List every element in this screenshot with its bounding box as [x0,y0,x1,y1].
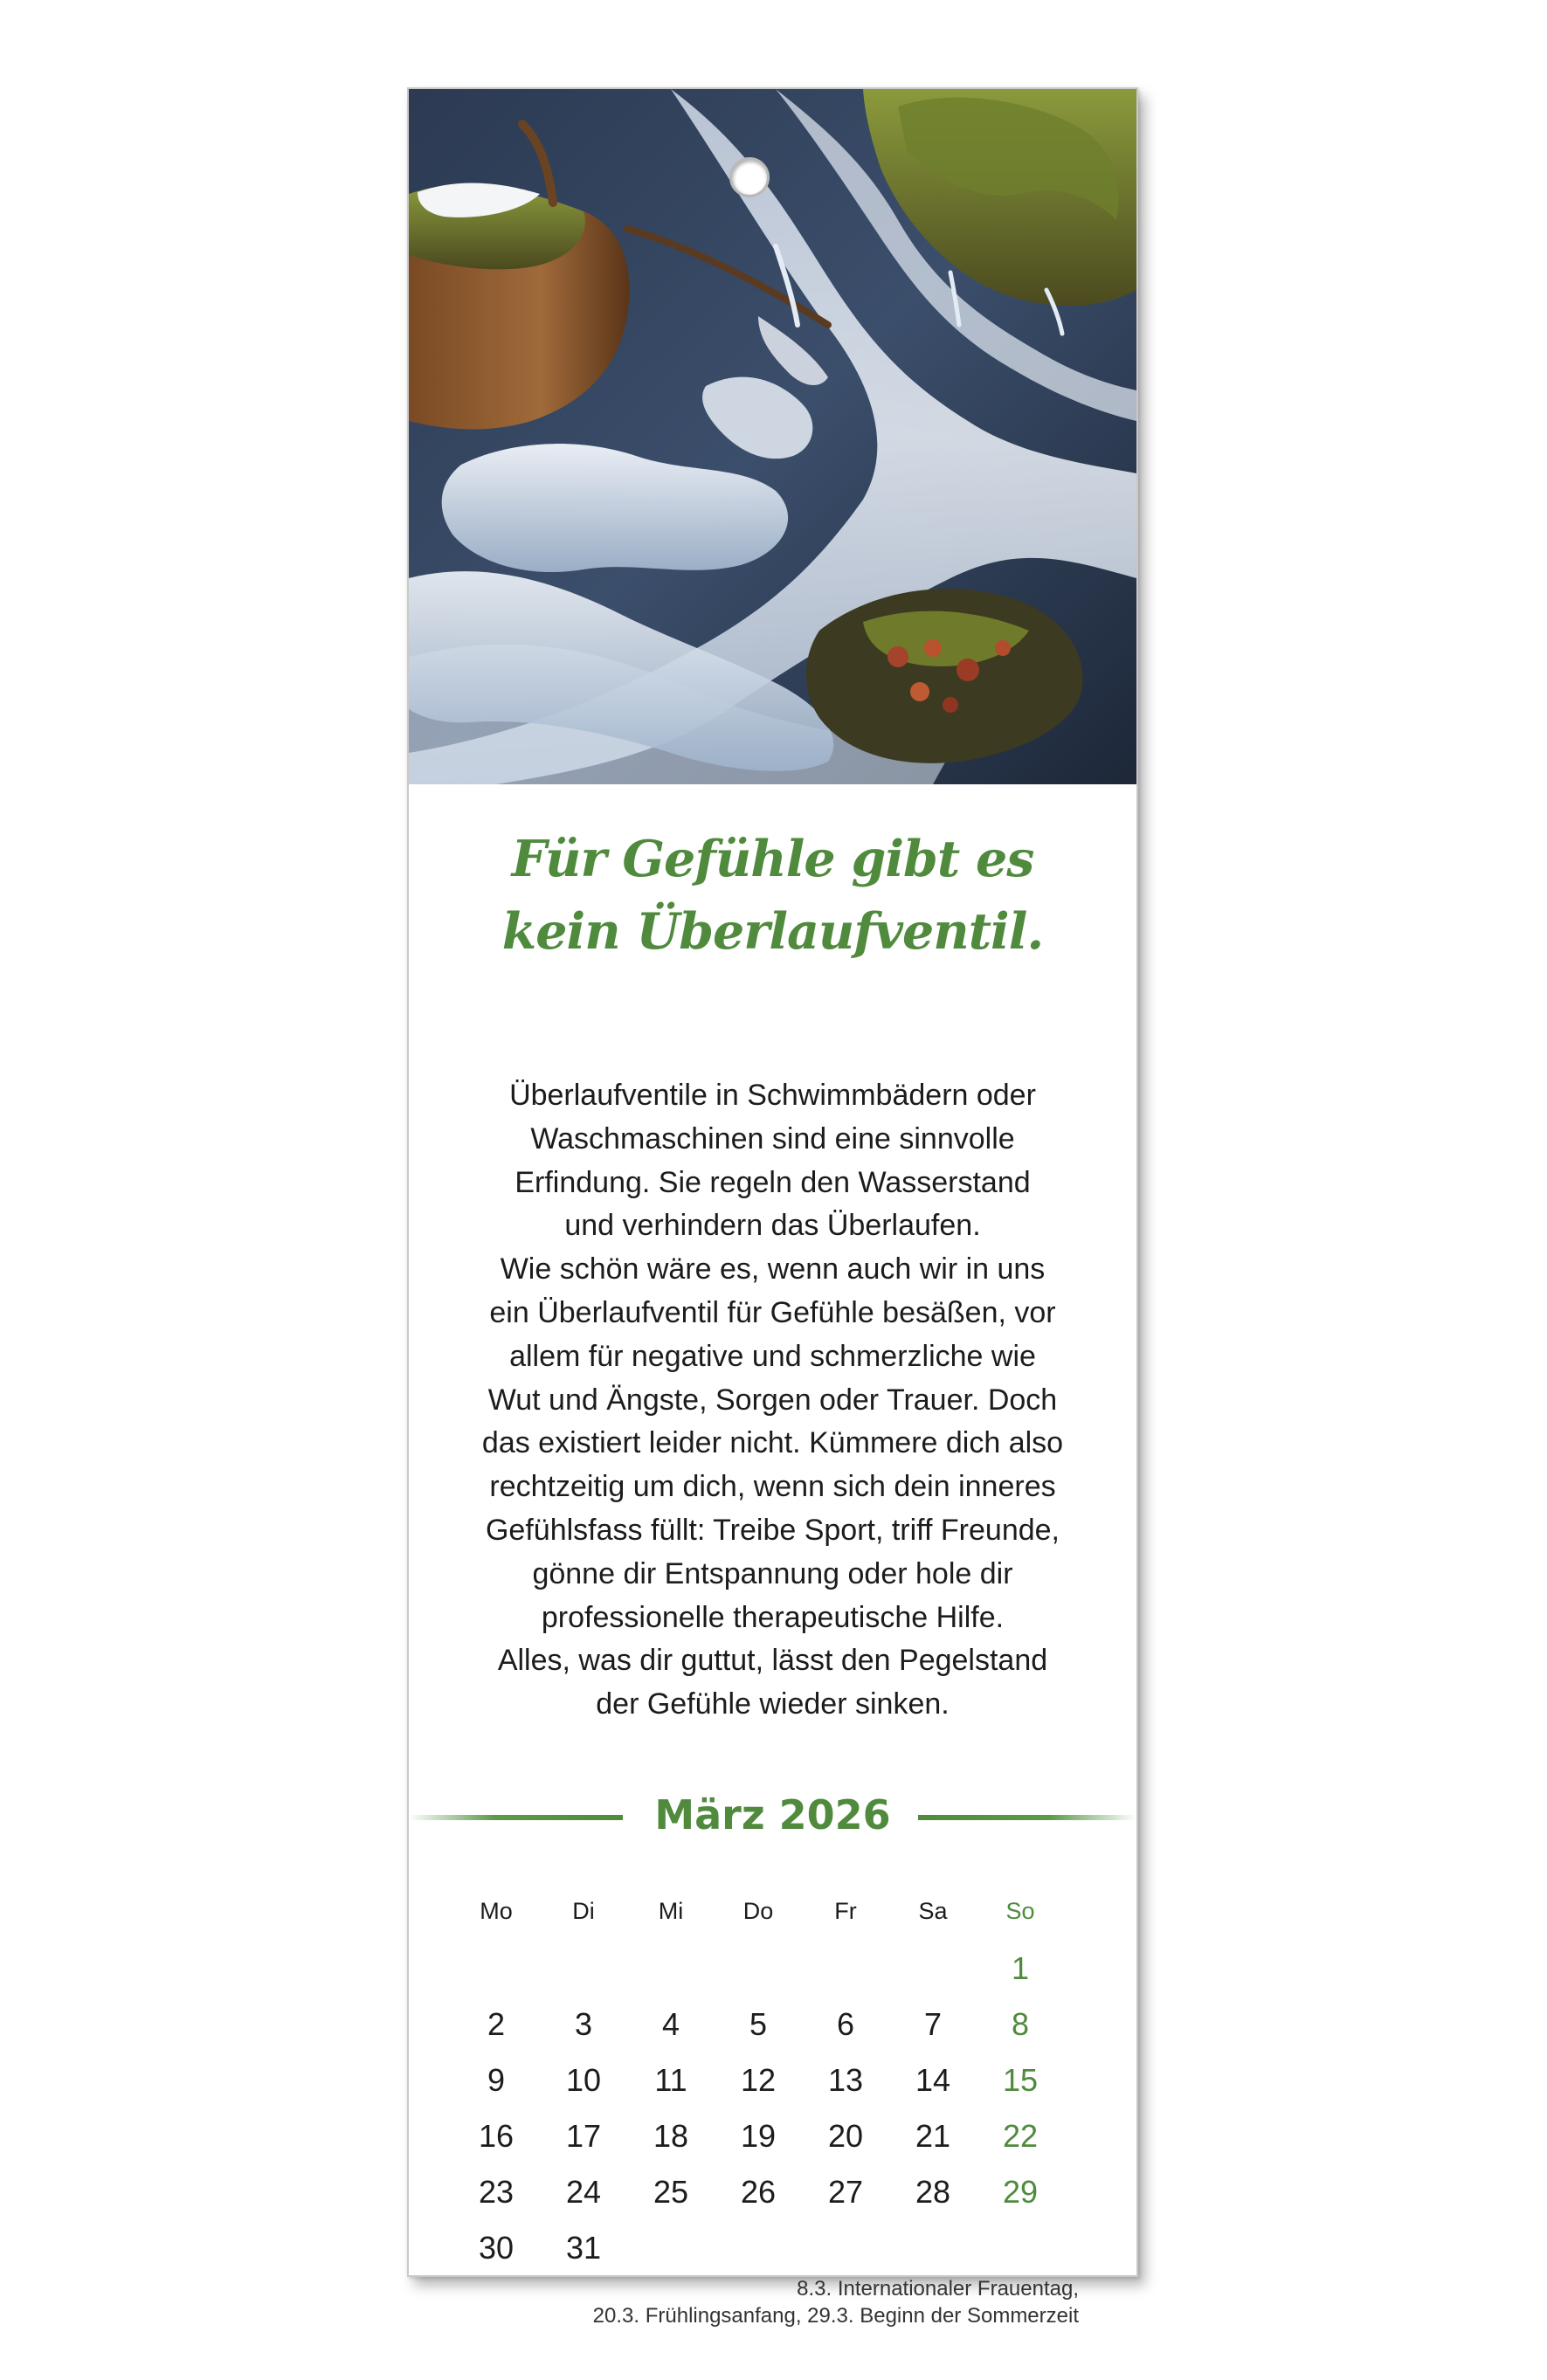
calendar-day: 16 [478,2118,515,2154]
month-calendar-grid [452,1894,1064,2276]
calendar-day-sunday: 22 [1002,2118,1039,2154]
footnote-line-1: 8.3. Internationaler Frauentag, [797,2277,1079,2301]
body-line: Gefühlsfass füllt: Treibe Sport, triff Freunde, [485,1513,1060,1547]
calendar-day: 21 [915,2118,951,2154]
weekday-label: Di [572,1898,595,1924]
body-line: Überlaufventile in Schwimmbädern oder [509,1079,1036,1112]
calendar-day: 26 [740,2174,777,2210]
body-line: Wie schön wäre es, wenn auch wir in uns [500,1252,1046,1287]
calendar-day-sunday: 1 [1011,1950,1030,1986]
calendar-week-row [452,1941,1064,1997]
calendar-day-sunday: 29 [1002,2174,1039,2210]
calendar-week-row [452,2108,1064,2164]
body-line: der Gefühle wieder sinken. [596,1687,950,1721]
calendar-week-row [452,2164,1064,2220]
body-line: das existiert leider nicht. Kümmere dich also [481,1426,1064,1460]
calendar-day: 17 [565,2118,602,2154]
calendar-day-sunday: 15 [1002,2062,1039,2098]
calendar-day: 13 [827,2062,864,2098]
weekday-label-sunday: So [1005,1898,1035,1924]
body-line: professionelle therapeutische Hilfe. [541,1600,1005,1634]
calendar-day: 28 [915,2174,951,2210]
calendar-day: 9 [487,2062,506,2098]
month-divider-right [918,1815,1136,1820]
weekday-label: Mi [658,1898,684,1924]
calendar-day-sunday: 8 [1011,2006,1030,2042]
weekday-header-row [452,1894,1064,1928]
calendar-day: 5 [749,2006,768,2042]
calendar-day: 20 [827,2118,864,2154]
body-line: ein Überlaufventil für Gefühle besäßen, vor [489,1295,1056,1329]
calendar-day: 14 [915,2062,951,2098]
body-line: Wut und Ängste, Sorgen oder Trauer. Doch [487,1383,1058,1417]
calendar-day: 11 [654,2062,687,2098]
calendar-day: 25 [653,2174,689,2210]
calendar-week-row [452,2220,1064,2276]
headline-line-1: Für Gefühle gibt es [511,830,1034,888]
calendar-day: 19 [740,2118,777,2154]
month-title: März 2026 [654,1791,891,1838]
calendar-day: 10 [565,2062,602,2098]
body-line: gönne dir Entspannung oder hole dir [532,1556,1013,1590]
calendar-day: 30 [478,2230,515,2266]
calendar-weeks [452,1941,1064,2276]
calendar-day: 23 [478,2174,515,2210]
body-paragraph [435,1074,1110,1727]
weekday-label: Sa [918,1898,948,1924]
calendar-week-row [452,2052,1064,2108]
calendar-day: 12 [740,2062,777,2098]
body-line: Waschmaschinen sind eine sinnvolle [530,1121,1015,1156]
calendar-day: 3 [574,2006,593,2042]
calendar-day: 6 [836,2006,855,2042]
calendar-day: 7 [923,2006,943,2042]
body-line: allem für negative und schmerzliche wie [509,1339,1036,1373]
calendar-week-row [452,1997,1064,2052]
body-line: und verhindern das Überlaufen. [564,1209,981,1243]
body-line: Alles, was dir guttut, lässt den Pegelstand [497,1644,1048,1678]
weekday-label: Mo [480,1898,513,1924]
stream-ice-photo [409,89,1136,784]
calendar-day: 24 [565,2174,602,2210]
body-line: Erfindung. Sie regeln den Wasserstand [515,1165,1031,1199]
calendar-day: 18 [653,2118,689,2154]
calendar-card [407,87,1138,2328]
calendar-day: 31 [565,2230,602,2266]
calendar-day: 2 [487,2006,506,2042]
weekday-label: Do [742,1898,774,1924]
weekday-label: Fr [834,1898,857,1924]
headline-line-2: kein Überlaufventil. [501,902,1044,961]
body-line: rechtzeitig um dich, wenn sich dein inneres [489,1470,1056,1504]
punch-hole [729,157,770,197]
footnote-line-2: 20.3. Frühlingsanfang, 29.3. Beginn der Sommerzeit [592,2304,1079,2328]
calendar-day: 27 [827,2174,864,2210]
calendar-day: 4 [661,2006,680,2042]
quote-headline [409,823,1136,968]
holiday-footnote [467,2275,1079,2329]
